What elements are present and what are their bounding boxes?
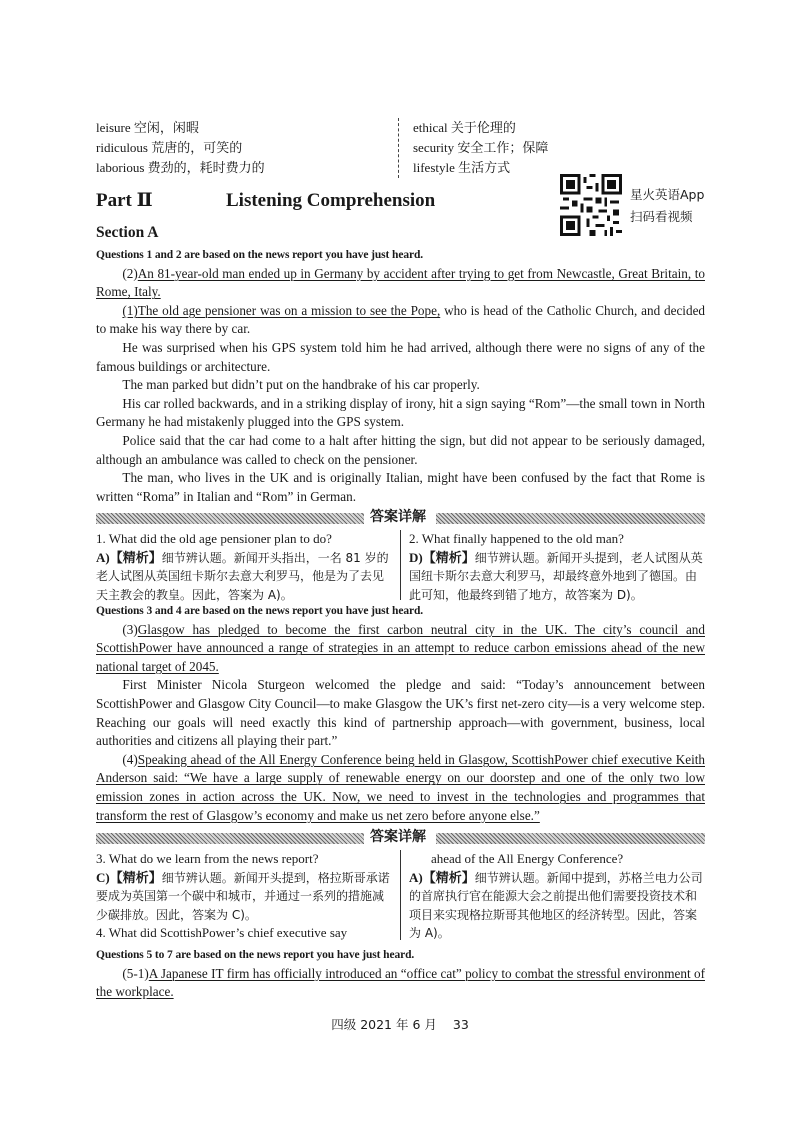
question-text: 3. What do we learn from the news report? xyxy=(96,851,319,866)
answers-q3-4 xyxy=(96,850,705,942)
passage-paragraph: The man, who lives in the UK and is originally Italian, might have been confused by the fact that Rome is written “Roma” in Italian and “Rom” in German. xyxy=(96,470,705,504)
vocab-item: security 安全工作；保障 xyxy=(413,140,549,155)
passage-paragraph: (1)The old age pensioner was on a mission to see the Pope, who is head of the Catholic Church, and decided to make his way there by car. xyxy=(96,302,706,337)
banner-hatch-left xyxy=(96,513,364,524)
question-group-heading: Questions 1 and 2 are based on the news report you have just heard. xyxy=(96,249,424,261)
answer-explanation: C)【精析】细节辨认题。新闻开头提到，格拉斯哥承诺要成为英国第一个碳中和城市，并通过一系列的措施减少碳排放。因此，答案为 C)。 xyxy=(96,869,390,922)
vocabulary-column-left xyxy=(96,118,265,178)
question-group-heading: Questions 5 to 7 are based on the news report you have just heard. xyxy=(96,949,415,961)
qr-code-icon[interactable] xyxy=(560,174,622,236)
passage-paragraph: He was surprised when his GPS system told him he had arrived, although there were no signs of any of the famous buildings or architecture. xyxy=(96,339,705,374)
exam-label: 四级 2021 年 6 月 xyxy=(331,1017,437,1032)
passage-paragraph: (3)Glasgow has pledged to become the first carbon neutral city in the UK. The city’s council and ScottishPower have announced a range of strategies in an attempt to reduce carbon emissions ahead of the new national target of 2045. xyxy=(96,621,705,674)
page-number: 33 xyxy=(452,1017,469,1032)
banner-hatch-right xyxy=(436,513,705,524)
passage-paragraph: The man parked but didn’t put on the handbrake of his car properly. xyxy=(122,377,480,393)
answer-explanation: A)【精析】细节辨认题。新闻中提到，苏格兰电力公司的首席执行官在能源大会之前提出他们需要投资技术和项目来实现格拉斯哥其他地区的经济转型。因此，答案为 A)。 xyxy=(409,869,703,940)
vocab-item: laborious 费劲的，耗时费力的 xyxy=(96,160,265,175)
qr-caption-app: 星火英语App xyxy=(630,187,705,202)
underlined-answer-text: A Japanese IT firm has officially introduced an “office cat” policy to combat the stressful environment of the workplace. xyxy=(96,965,705,1000)
question-text: 4. What did ScottishPower’s chief executive say xyxy=(96,925,348,940)
answer-column xyxy=(400,850,705,940)
passage-paragraph: (4)Speaking ahead of the All Energy Conference being held in Glasgow, ScottishPower chief executive Keith Anderson said: “We have a large supply of renewable energy on our doorstep and one of the only two low emission zones in action across the UK. Now, we need to invest in the technologies and programmes that transform the rest of Glasgow’s economy and make us net zero before anyone else.” xyxy=(96,751,705,823)
banner-label: 答案详解 xyxy=(370,509,426,525)
part-header xyxy=(96,192,516,216)
question-text: 1. What did the old age pensioner plan to do? xyxy=(96,531,332,546)
question-group-heading: Questions 3 and 4 are based on the news report you have just heard. xyxy=(96,605,424,617)
answer-explanation-banner xyxy=(96,830,705,846)
section-title: Section A xyxy=(96,224,159,241)
part-title: Part Ⅱ xyxy=(96,190,153,211)
answer-column xyxy=(96,850,392,943)
passage-q3-4 xyxy=(96,602,705,825)
question-text: 2. What finally happened to the old man? xyxy=(409,531,624,546)
qr-caption-video: 扫码看视频 xyxy=(630,209,693,224)
question-text-continued: ahead of the All Energy Conference? xyxy=(431,851,624,866)
passage-paragraph: (2)An 81-year-old man ended up in Germany by accident after trying to get from Newcastle, Great Britain, to Rome, Italy. xyxy=(96,265,705,300)
vocab-item: ridiculous 荒唐的，可笑的 xyxy=(96,140,243,155)
underlined-answer-text: Speaking ahead of the All Energy Conference being held in Glasgow, ScottishPower chief executive Keith Anderson said: “We have a large supply of renewable energy on our doorstep and one of the only two low emission zones in action across the UK. Now, we need to invest in the technologies and programmes that transform the rest of Glasgow’s economy and make us net zero before anyone else.” xyxy=(96,751,705,823)
answer-explanation: A)【精析】细节辨认题。新闻开头指出，一名 81 岁的老人试图从英国纽卡斯尔去意大利罗马，他是为了去见天主教会的教皇。因此，答案为 A)。 xyxy=(96,549,389,602)
answer-column xyxy=(400,530,705,600)
part-subtitle: Listening Comprehension xyxy=(226,190,436,211)
banner-label: 答案详解 xyxy=(370,829,426,845)
banner-hatch-left xyxy=(96,833,364,844)
vocab-item: lifestyle 生活方式 xyxy=(413,160,511,175)
passage-paragraph: (5-1)A Japanese IT firm has officially introduced an “office cat” policy to combat the stressful environment of the workplace. xyxy=(96,965,705,1000)
vocab-item: ethical 关于伦理的 xyxy=(413,120,516,135)
underlined-answer-text: An 81-year-old man ended up in Germany by accident after trying to get from Newcastle, Great Britain, to Rome, Italy. xyxy=(96,265,705,300)
passage-paragraph: Police said that the car had come to a halt after hitting the sign, but did not appear to be seriously damaged, although an ambulance was called to check on the pensioner. xyxy=(96,432,705,467)
answers-q1-2 xyxy=(96,530,705,606)
passage-q1-2 xyxy=(96,246,705,506)
answer-explanation: D)【精析】细节辨认题。新闻开头提到，老人试图从英国纽卡斯尔去意大利罗马，却最终意外地到了德国。由此可知，他最终到错了地方，故答案为 D)。 xyxy=(409,549,703,602)
underlined-answer-text: Glasgow has pledged to become the first carbon neutral city in the UK. The city’s council and ScottishPower have announced a range of strategies in an attempt to reduce carbon emissions ahead of the new national target of 2045. xyxy=(96,621,705,674)
answer-explanation-banner xyxy=(96,510,705,526)
qr-caption xyxy=(630,184,704,228)
vocabulary-column-right xyxy=(398,118,548,178)
passage-paragraph: His car rolled backwards, and in a striking display of irony, hit a sign saying “Rom”—the small town in North Germany he had mistakenly plugged into the GPS system. xyxy=(96,395,705,430)
banner-hatch-right xyxy=(436,833,705,844)
page-footer xyxy=(0,1016,800,1035)
vocab-item: leisure 空闲，闲暇 xyxy=(96,120,199,135)
passage-q5-7 xyxy=(96,946,705,1002)
answer-column xyxy=(96,530,392,604)
passage-paragraph: First Minister Nicola Sturgeon welcomed the pledge and said: “Today’s announcement between ScottishPower and Glasgow City Council—to make Glasgow the UK’s first net-zero city—is a very welcome step. Reaching our goals will need exactly this kind of partnership approach—with government, business, local authorities and citizens all playing their part.” xyxy=(96,677,705,749)
vocabulary-list xyxy=(96,118,708,178)
underlined-answer-text: The old age pensioner was on a mission to see the Pope, xyxy=(137,302,441,318)
